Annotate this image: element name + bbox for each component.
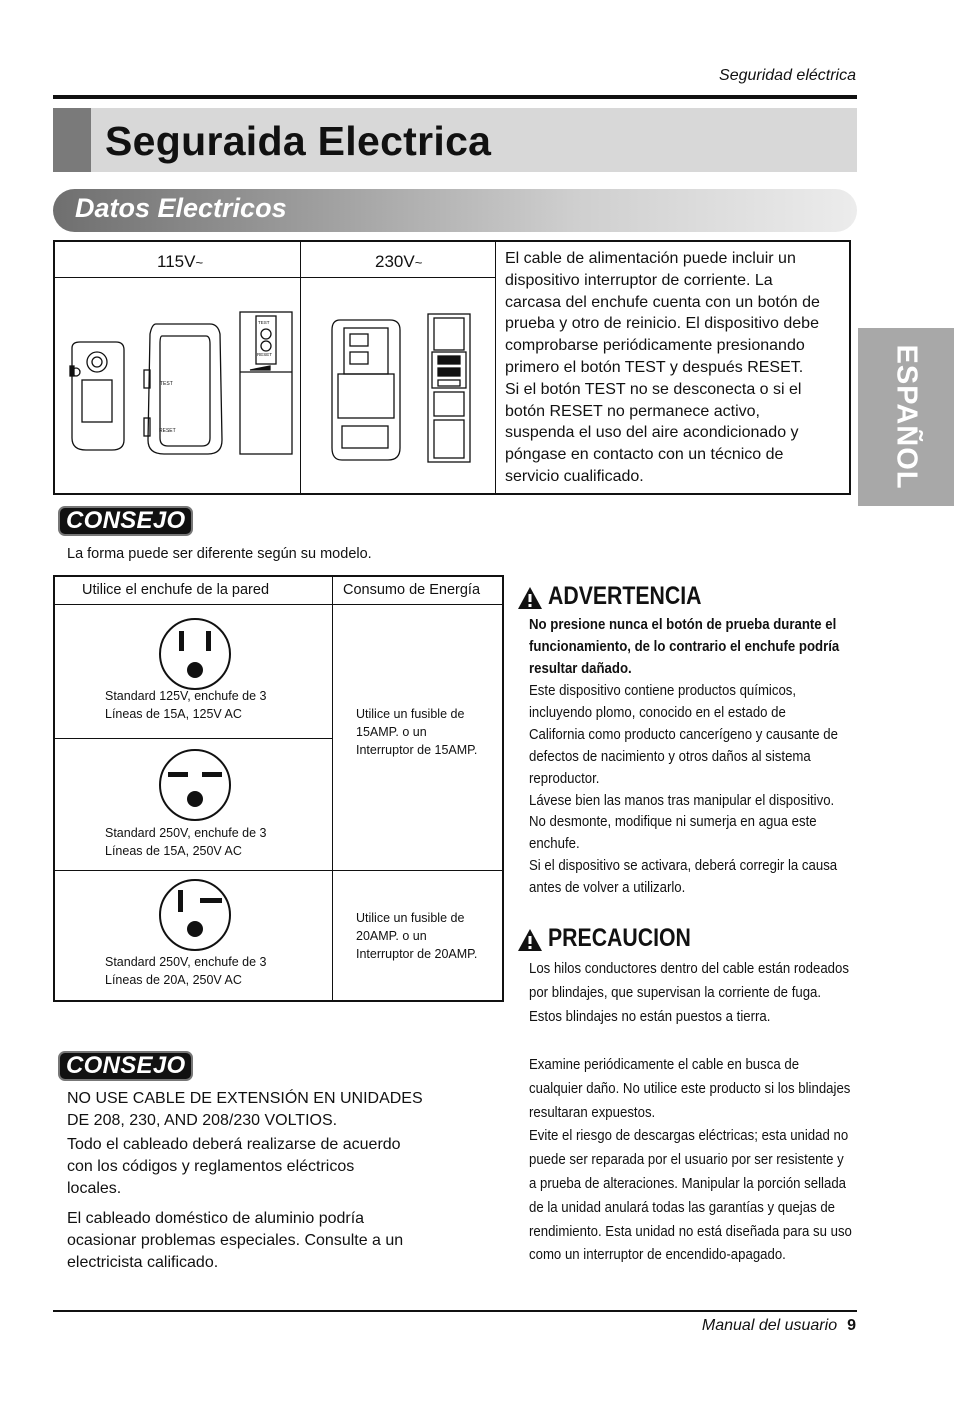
- outlet-20a-250v-icon: [158, 878, 232, 952]
- consejo2-line: ocasionar problemas especiales. Consulte a un: [67, 1231, 404, 1249]
- narrow-plug-device: [428, 314, 470, 462]
- outlet-15a-125v-icon: [158, 617, 232, 691]
- precaucion-line: a prueba de alteraciones. Manipular la porción sellada: [529, 1174, 847, 1192]
- voltage-115: 115V: [157, 252, 196, 271]
- reset-label: RESET: [159, 428, 176, 434]
- title-bar: [53, 108, 857, 172]
- language-tab: [858, 328, 954, 506]
- note-line: primero el botón TEST y después RESET.: [505, 358, 804, 376]
- precaucion-line: cualquier daño. No utilice este producto si los blindajes: [529, 1079, 851, 1097]
- advertencia-bold-line: No presione nunca el botón de prueba durante el: [529, 616, 837, 633]
- outlet-15a-250v-icon: [158, 748, 232, 822]
- note-line: carcasa del enchufe cuenta con un botón de: [505, 293, 820, 311]
- precaucion-line: Evite el riesgo de descargas eléctricas; esta unidad no: [529, 1127, 849, 1145]
- note-line: dispositivo interruptor de corriente. La: [505, 271, 773, 289]
- consejo2-line: DE 208, 230, AND 208/230 VOLTIOS.: [67, 1111, 338, 1129]
- voltage-115-label: [157, 252, 203, 272]
- precaucion-line: Los hilos conductores dentro del cable están rodeados: [529, 960, 849, 977]
- rect-plug-device: [240, 312, 292, 454]
- note-line: servicio cualificado.: [505, 467, 644, 485]
- outlet-desc-line: Standard 250V, enchufe de 3: [105, 826, 267, 840]
- advertencia-body: [529, 680, 863, 899]
- fuse-line: Interruptor de 20AMP.: [356, 947, 478, 961]
- voltage-230-label: [375, 252, 422, 272]
- consejo-label: CONSEJO: [66, 1052, 186, 1079]
- precaucion-line: rendimiento. Esta unidad no está diseñada para su uso: [529, 1222, 852, 1240]
- consejo2-line: Todo el cableado deberá realizarse de acuerdo: [67, 1136, 401, 1153]
- plug-devices-230v-illustration: [326, 308, 476, 468]
- voltage-table-divider: [495, 241, 496, 494]
- note-line: comprobarse periódicamente presionando: [505, 337, 805, 355]
- language-tab-label: ESPAÑOL: [890, 344, 923, 490]
- plug-table-divider: [332, 576, 333, 1001]
- precaucion-title: PRECAUCION: [548, 924, 691, 952]
- warning-icon: [517, 586, 543, 610]
- note-line: suspenda el uso del aire acondicionado y: [505, 424, 799, 442]
- plug-table-row-rule: [54, 738, 332, 739]
- advertencia-line: antes de volver a utilizarlo.: [529, 879, 686, 897]
- consejo-badge: [58, 506, 193, 536]
- advertencia-line: California como producto cancerígeno y causante de: [529, 725, 838, 743]
- advertencia-line: incluyendo plomo, conocido en el estado de: [529, 703, 786, 721]
- section-bar: [53, 189, 857, 232]
- caution-icon: [517, 928, 543, 952]
- precaucion-line: Examine periódicamente el cable en busca de: [529, 1056, 800, 1073]
- fuse-line: Utilice un fusible de: [356, 707, 465, 721]
- advertencia-bold: [529, 614, 863, 680]
- note-line: botón RESET no permanece activo,: [505, 402, 760, 420]
- consejo-note: La forma puede ser diferente según su modelo.: [67, 546, 372, 562]
- outlet-desc-line: Standard 250V, enchufe de 3: [105, 955, 267, 969]
- fuse-line: 20AMP. o un: [356, 929, 427, 943]
- tall-plug-device: [144, 324, 222, 454]
- footer-text: Manual del usuario: [701, 1317, 838, 1334]
- page-title: Seguraida Electrica: [105, 118, 492, 164]
- plug-devices-115v-illustration: [60, 300, 296, 470]
- advertencia-line: reproductor.: [529, 769, 600, 787]
- consejo2-p2: [67, 1134, 401, 1199]
- plug-table-row-rule: [54, 870, 503, 871]
- voltage-note: [505, 248, 851, 488]
- title-block: [53, 108, 91, 172]
- voltage-table-divider: [300, 241, 301, 494]
- note-line: prueba y otro de reinicio. El dispositivo debe: [505, 315, 819, 333]
- round-plug-device: [70, 342, 124, 450]
- fuse-line: Utilice un fusible de: [356, 911, 465, 925]
- plug-table-header-rule: [54, 604, 503, 605]
- advertencia-line: Lávese bien las manos tras manipular el dispositivo.: [529, 791, 835, 809]
- outlet-desc-line: Standard 125V, enchufe de 3: [105, 689, 267, 703]
- bottom-rule: [53, 1310, 857, 1312]
- consejo-badge-2: [58, 1051, 193, 1081]
- precaucion-line: Estos blindajes no están puestos a tierra.: [529, 1007, 771, 1025]
- outlet-desc-line: Líneas de 20A, 250V AC: [105, 973, 242, 987]
- consejo2-line: NO USE CABLE DE EXTENSIÓN EN UNIDADES: [67, 1090, 423, 1107]
- section-title: Datos Electricos: [75, 193, 287, 223]
- advertencia-bold-line: resultar dañado.: [529, 659, 632, 677]
- running-header: Seguridad eléctrica: [719, 67, 856, 84]
- consejo-label: CONSEJO: [66, 507, 186, 534]
- precaucion-p2: [529, 1053, 863, 1267]
- outlet-desc: [105, 824, 266, 860]
- precaucion-line: resultaran expuestos.: [529, 1103, 656, 1121]
- consejo2-line: locales.: [67, 1179, 122, 1197]
- square-plug-device: [332, 320, 400, 460]
- consejo2-line: El cableado doméstico de aluminio podría: [67, 1210, 365, 1227]
- test-label: TEST: [160, 381, 173, 387]
- precaucion-line: como un interruptor de encendido-apagado.: [529, 1246, 786, 1264]
- fuse-line: 15AMP. o un: [356, 725, 427, 739]
- precaucion-line: puede ser reparada por el usuario por ser resistente y: [529, 1151, 844, 1169]
- consejo2-p1: [67, 1088, 423, 1132]
- advertencia-line: defectos de nacimiento y otros daños al sistema: [529, 747, 811, 765]
- outlet-desc-line: Líneas de 15A, 250V AC: [105, 844, 242, 858]
- outlet-desc: [105, 953, 266, 989]
- test-label: TEST: [258, 320, 270, 325]
- plug-table-header-right: Consumo de Energía: [343, 582, 481, 598]
- consejo2-line: electricista calificado.: [67, 1253, 219, 1271]
- page-footer: [702, 1317, 856, 1335]
- consejo2-line: con los códigos y reglamentos eléctricos: [67, 1157, 355, 1175]
- top-rule: [53, 95, 857, 99]
- advertencia-line: enchufe.: [529, 835, 580, 853]
- note-line: Si el botón TEST no se desconecta o si el: [505, 380, 802, 398]
- advertencia-line: Si el dispositivo se activara, deberá corregir la causa: [529, 857, 838, 875]
- reset-label: RESET: [257, 352, 273, 357]
- note-line: póngase en contacto con un técnico de: [505, 446, 784, 464]
- tilde: ~: [195, 255, 204, 270]
- outlet-desc: [105, 687, 266, 723]
- outlet-desc-line: Líneas de 15A, 125V AC: [105, 707, 242, 721]
- fuse-line: Interruptor de 15AMP.: [356, 743, 478, 757]
- advertencia-line: No desmonte, modifique ni sumerja en agua este: [529, 813, 817, 831]
- advertencia-line: Este dispositivo contiene productos químicos,: [529, 682, 797, 699]
- advertencia-title: ADVERTENCIA: [548, 582, 702, 610]
- plug-table-header-left: Utilice el enchufe de la pared: [82, 582, 270, 598]
- precaucion-p1: [529, 957, 863, 1028]
- advertencia-bold-line: funcionamiento, de lo contrario el enchufe podría: [529, 637, 840, 655]
- fuse-15a-note: [356, 705, 477, 759]
- tilde: ~: [414, 255, 423, 270]
- voltage-table-header-rule: [54, 277, 495, 278]
- voltage-230: 230V: [375, 252, 415, 271]
- precaucion-line: de la unidad anulará todas las garantías y quejas de: [529, 1198, 836, 1216]
- note-line: El cable de alimentación puede incluir un: [505, 250, 796, 267]
- fuse-20a-note: [356, 909, 477, 963]
- consejo2-p3: [67, 1208, 403, 1273]
- page-number: 9: [847, 1317, 856, 1334]
- precaucion-line: por blindajes, que supervisan la corriente de fuga.: [529, 983, 822, 1001]
